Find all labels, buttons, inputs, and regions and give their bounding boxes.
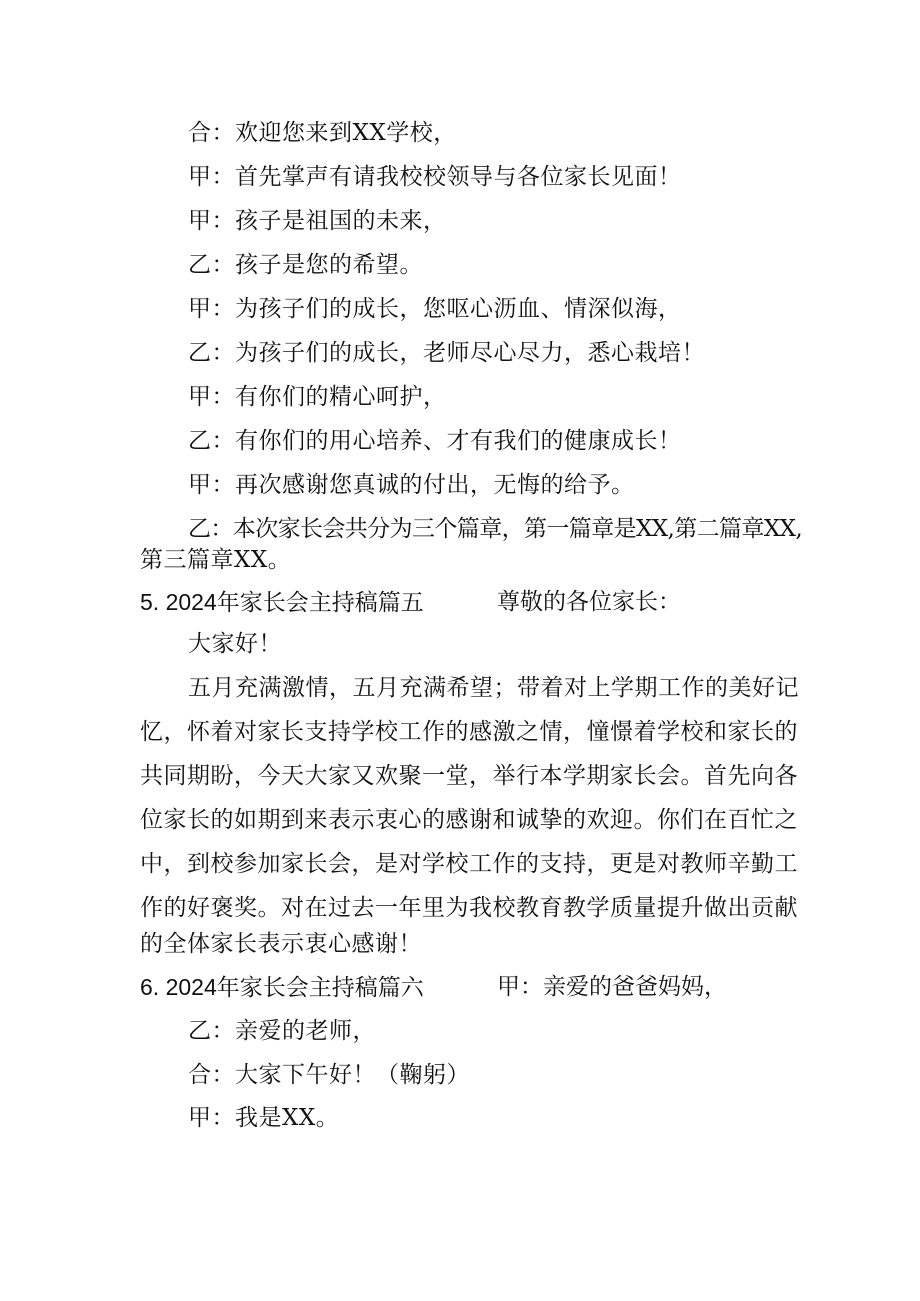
dialogue-line: 甲：为孩子们的成长，您呕心沥血、情深似海，	[188, 296, 682, 322]
paragraph-line: 的全体家长表示衷心感谢！	[140, 931, 422, 957]
section-heading	[140, 587, 681, 618]
dialogue-line: 甲：再次感谢您真诚的付出，无悔的给予。	[188, 472, 635, 498]
greeting-line: 大家好！	[188, 631, 282, 657]
dialogue-line: 甲：孩子是祖国的未来，	[188, 208, 447, 234]
dialogue-line: 乙：本次家长会共分为三个篇章，第一篇章是XX,第二篇章XX,	[188, 516, 803, 542]
dialogue-line: 合：欢迎您来到XX学校，	[188, 120, 457, 146]
paragraph-line: 共同期盼，今天大家又欢聚一堂，举行本学期家长会。首先向各	[140, 763, 798, 789]
dialogue-line: 乙：孩子是您的希望。	[188, 252, 423, 278]
paragraph-line: 作的好褒奖。对在过去一年里为我校教育教学质量提升做出贡献	[140, 895, 798, 921]
section-heading-title: 5. 2024年家长会主持稿篇五	[140, 589, 424, 615]
dialogue-line: 合：大家下午好！（鞠躬）	[188, 1062, 470, 1088]
paragraph-line: 位家长的如期到来表示衷心的感谢和诚挚的欢迎。你们在百忙之	[140, 807, 798, 833]
dialogue-line: 乙：有你们的用心培养、才有我们的健康成长！	[188, 428, 682, 454]
dialogue-line: 甲：我是XX。	[188, 1105, 340, 1131]
section-heading-opening: 甲：亲爱的爸爸妈妈，	[497, 974, 727, 1000]
dialogue-line: 甲：有你们的精心呵护，	[188, 384, 447, 410]
dialogue-line: 甲：首先掌声有请我校校领导与各位家长见面！	[188, 164, 682, 190]
dialogue-continuation: 第三篇章XX。	[140, 547, 292, 573]
section-heading-title: 6. 2024年家长会主持稿篇六	[140, 974, 424, 1000]
dialogue-line: 乙：为孩子们的成长，老师尽心尽力，悉心栽培！	[188, 340, 705, 366]
section-heading	[140, 972, 727, 1003]
paragraph-line: 忆，怀着对家长支持学校工作的感激之情，憧憬着学校和家长的	[140, 719, 798, 745]
paragraph-line: 中，到校参加家长会，是对学校工作的支持，更是对教师辛勤工	[140, 851, 798, 877]
section-heading-opening: 尊敬的各位家长：	[497, 589, 681, 615]
dialogue-line: 乙：亲爱的老师，	[188, 1018, 376, 1044]
paragraph-line: 五月充满激情，五月充满希望；带着对上学期工作的美好记	[188, 675, 799, 701]
